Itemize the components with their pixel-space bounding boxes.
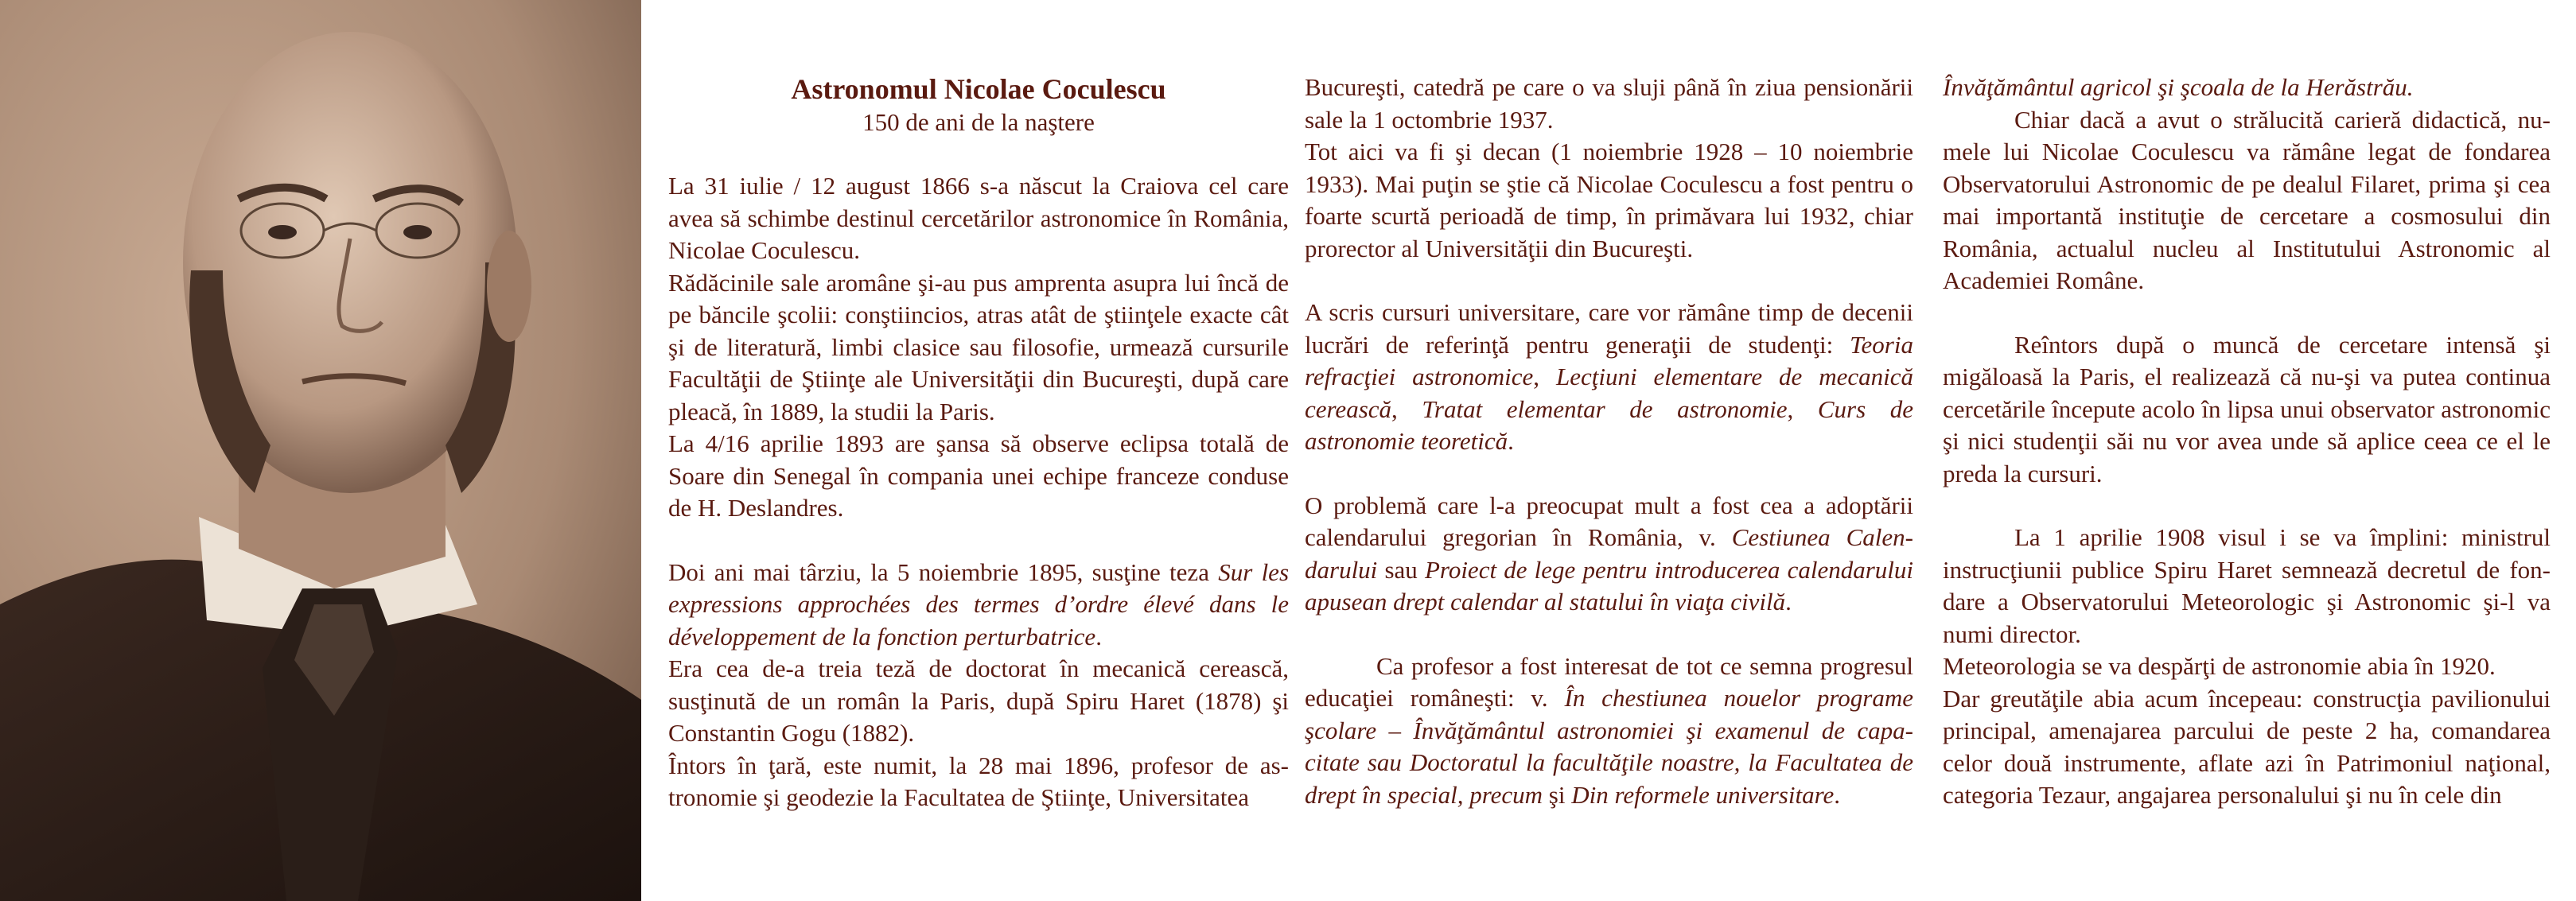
paragraph: Era cea de-a treia teză de doctorat în mecanică cerească, susţinută de un român la Paris, după Spiru Haret (1878) şi Constantin Gogu (1882). xyxy=(668,654,1289,747)
text-column-3 xyxy=(1943,72,2551,812)
portrait-photo xyxy=(0,0,641,901)
text-column-1 xyxy=(668,72,1289,814)
paragraph: O problemă care l-a preocupat mult a fost cea a adoptării calendarului gregorian în România, v. Cestiunea Calendarului sau Proiect de lege pentru introducerea calendarului apusean drept calendar al statului în viaţa civilă. xyxy=(1305,491,1913,616)
paragraph: La 31 iulie / 12 august 1866 s-a născut la Craiova cel care avea să schimbe destinul cercetărilor astronomice în România, Nicolae Coculescu. xyxy=(668,172,1289,264)
paragraph: Bucureşti, catedră pe care o va sluji până în ziua pensionării sale la 1 octombrie 1937. xyxy=(1305,73,1913,134)
paragraph: Tot aici va fi şi decan (1 noiembrie 1928 – 10 noiembrie 1933). Mai puţin se ştie că Nicolae Coculescu a fost pentru o foarte scurtă perioadă de timp, în primăvara lui 1932, chiar prorector al Universităţii din Bucureşti. xyxy=(1305,138,1913,262)
paragraph: Ca profesor a fost interesat de tot ce semna progresul educaţiei româneşti: v. În chestiunea nouelor programe şcolare – Învăţământul astronomiei şi examenul de capacitate sau Doctoratul la facultăţile noastre, la Facultatea de drept în special, precum şi Din reformele universitare. xyxy=(1305,651,1913,809)
paragraph: Dar greutăţile abia acum începeau: construcţia pavilionului principal, amenajarea parcului de peste 2 ha, comandarea celor două instrumente, aflate azi în Patrimoniul naţional, categoria Tezaur, angajarea personalului şi nu în cele din xyxy=(1943,684,2551,809)
paragraph: La 4/16 aprilie 1893 are şansa să observe eclipsa totală de Soare din Senegal în compania unei echipe franceze conduse de H. Deslandres. xyxy=(668,429,1289,522)
paragraph: La 1 aprilie 1908 visul i se va împlini: ministrul instrucţiunii publice Spiru Haret semnează decretul de fondare a Observatorului Meteorologic şi Astronomic şi-l va numi director. xyxy=(1943,523,2551,648)
paragraph: Doi ani mai târziu, la 5 noiembrie 1895, susţine teza Sur les expressions approchées des termes d’ordre élevé dans le développement de la fonction perturbatrice. xyxy=(668,557,1290,651)
text-column-2 xyxy=(1305,72,1913,811)
paragraph: Chiar dacă a avut o strălucită carieră didactică, numele lui Nicolae Coculescu va rămâne legat de fondarea Observatorului Astronomic de pe dealul Filaret, prima şi cea mai importantă instituţie de cercetare a cosmosului din România, actualul nucleu al Institutului Astronomic al Academiei Române. xyxy=(1943,105,2551,294)
paragraph: Reîntors după o muncă de cercetare intensă şi migăloasă la Paris, el realizează că nu-şi va putea continua cercetările începute acolo în lipsa unui observator astronomic şi nici studenţii săi nu vor avea unde să aplice ceea ce el le preda la cursuri. xyxy=(1943,330,2551,487)
paragraph: Rădăcinile sale aromâne şi-au pus amprenta asupra lui încă de pe băncile şcolii: conştiincios, atras atât de ştiinţele exacte cât şi de literatură, limbi clasice sau filosofie, urmează cursurile Facultăţii de Ştiinţe ale Universităţii din Bucureşti, după care pleacă, în 1889, la studii la Paris. xyxy=(668,268,1289,425)
paragraph: Învăţământul agricol şi şcoala de la Herăstrău. xyxy=(1943,73,2414,101)
paragraph: A scris cursuri universitare, care vor rămâne timp de decenii lucrări de referinţă pentru generaţii de studenţi: Teoria refracţiei astronomice, Lecţiuni elementare de mecanică cerească, Tratat elementar de astronomie, Curs de astronomie teoretică. xyxy=(1305,298,1914,455)
page-title: Astronomul Nicolae Coculescu xyxy=(791,73,1166,105)
paragraph: Întors în ţară, este numit, la 28 mai 1896, profesor de astronomie şi geodezie la Facultatea de Ştiinţe, Universitatea xyxy=(668,751,1289,811)
paragraph: Meteorologia se va despărţi de astronomie abia în 1920. xyxy=(1943,652,2496,680)
page-subtitle: 150 de ani de la naştere xyxy=(862,108,1095,136)
